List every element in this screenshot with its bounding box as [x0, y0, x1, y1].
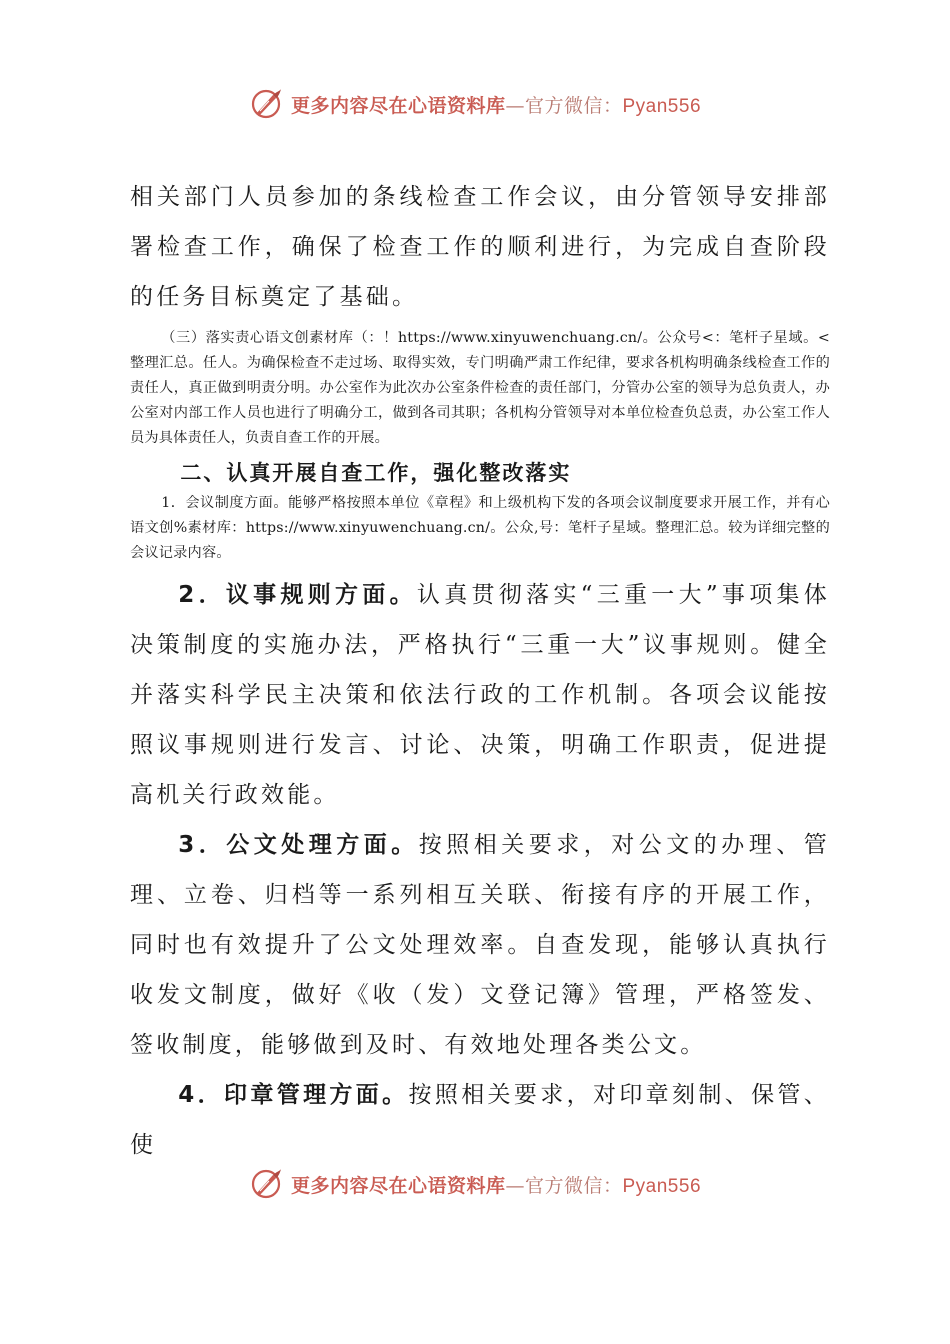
banner-text: 更多内容尽在心语资料库—官方微信：Pyan556 — [290, 94, 702, 117]
header-banner — [0, 82, 950, 126]
document-body — [130, 172, 830, 1170]
paragraph-rules-of-procedure: 2．议事规则方面。认真贯彻落实“三重一大”事项集体决策制度的实施办法，严格执行“三重一大”议事规则。健全并落实科学民主决策和依法行政的工作机制。各项会议能按照议事规则进行发言、讨论、决策，明确工作职责，促进提高机关行政效能。 — [130, 582, 830, 808]
quill-pen-icon — [249, 1167, 283, 1201]
paragraph-continuation: 相关部门人员参加的条线检查工作会议，由分管领导安排部署检查工作，确保了检查工作的顺利进行，为完成自查阶段的任务目标奠定了基础。 — [130, 184, 830, 310]
quill-pen-icon — [249, 87, 283, 121]
paragraph-lead: 2．议事规则方面。 — [178, 582, 417, 608]
section-heading: 二、认真开展自查工作，强化整改落实 — [180, 461, 572, 485]
paragraph-lead: 4．印章管理方面。 — [178, 1082, 409, 1108]
paragraph-responsibility: （三）落实责心语文创素材库（：！https://www.xinyuwenchuang.cn/。公众号<：笔杆子星域。<整理汇总。任人。为确保检查不走过场、取得实效，专门明确严肃工作纪律，要求各机构明确条线检查工作的责任人，真正做到明责分明。办公室作为此次办公室条件检查的责任部门，分管办公室的领导为总负责人，办公室对内部工作人员也进行了明确分工，做到各司其职；各机构分管领导对本单位检查负总责，办公室工作人员为具体责任人，负责自查工作的开展。 — [130, 330, 830, 446]
banner-text: 更多内容尽在心语资料库—官方微信：Pyan556 — [290, 1174, 702, 1197]
paragraph-seal-management: 4．印章管理方面。按照相关要求，对印章刻制、保管、使 — [130, 1082, 830, 1158]
paragraph-lead: 3．公文处理方面。 — [178, 832, 419, 858]
footer-banner — [0, 1162, 950, 1206]
paragraph-meeting-system: 1．会议制度方面。能够严格按照本单位《章程》和上级机构下发的各项会议制度要求开展工作，并有心语文创%素材库：https://www.xinyuwenchuang.cn/。公众,号：笔杆子星域。整理汇总。较为详细完整的会议记录内容。 — [130, 495, 830, 561]
paragraph-document-handling: 3．公文处理方面。按照相关要求，对公文的办理、管理、立卷、归档等一系列相互关联、衔接有序的开展工作，同时也有效提升了公文处理效率。自查发现，能够认真执行收发文制度，做好《收（发）文登记簿》管理，严格签发、签收制度，能够做到及时、有效地处理各类公文。 — [130, 832, 830, 1058]
